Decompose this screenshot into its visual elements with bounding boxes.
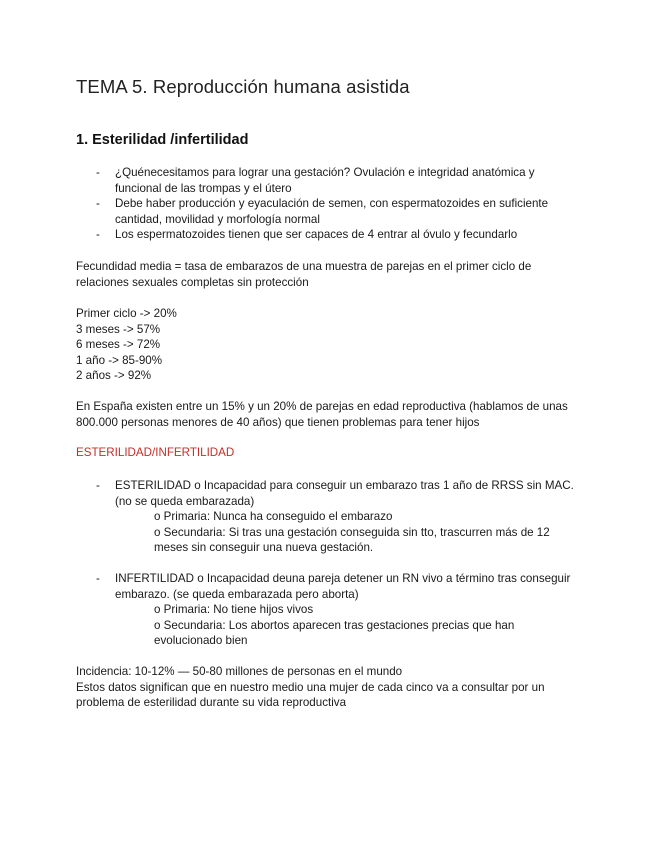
- incidencia-block: [76, 664, 579, 711]
- stat-line: 3 meses -> 57%: [76, 322, 161, 336]
- stats-block: [76, 306, 579, 384]
- list-item: - Debe haber producción y eyaculación de semen, con espermatozoides en suficiente cantidad, movilidad y morfología normal: [96, 197, 549, 226]
- section-heading: 1. Esterilidad /infertilidad: [76, 132, 249, 148]
- list-item: - ESTERILIDAD o Incapacidad para conseguir un embarazo tras 1 año de RRSS sin MAC. (no se queda embarazada): [96, 479, 574, 508]
- fecundidad-block: [76, 259, 579, 290]
- fecundidad-paragraph: Fecundidad media = tasa de embarazos de una muestra de parejas en el primer ciclo de relaciones sexuales completas sin protección: [76, 260, 532, 289]
- esterilidad-block: [76, 478, 579, 556]
- document-title: TEMA 5. Reproducción humana asistida: [76, 76, 410, 97]
- red-subheading: ESTERILIDAD/INFERTILIDAD: [76, 446, 235, 459]
- stat-line: 6 meses -> 72%: [76, 338, 161, 351]
- esterilidad-definition: ESTERILIDAD o Incapacidad para conseguir un embarazo tras 1 año de RRSS sin MAC. (no se queda embarazada): [115, 479, 574, 508]
- incidencia-line: Incidencia: 10-12% — 50-80 millones de personas en el mundo: [76, 665, 403, 678]
- red-heading-block: [76, 445, 579, 461]
- list-item: - ¿Quénecesitamos para lograr una gestación? Ovulación e integridad anatómica y funcional de las trompas y el útero: [96, 166, 535, 195]
- esterilidad-secundaria: o Secundaria: Si tras una gestación conseguida sin tto, trascurren más de 12 meses sin conseguir una nueva gestación.: [154, 525, 550, 554]
- infertilidad-primaria: o Primaria: No tiene hijos vivos: [154, 603, 314, 616]
- infertilidad-block: [76, 571, 579, 649]
- esterilidad-primaria: o Primaria: Nunca ha conseguido el embarazo: [154, 510, 393, 523]
- spain-paragraph: En España existen entre un 15% y un 20% de parejas en edad reproductiva (hablamos de unas 800.000 personas menores de 40 años) que tienen problemas para tener hijos: [76, 400, 568, 429]
- requirements-list-block: [76, 165, 579, 243]
- infertilidad-definition: INFERTILIDAD o Incapacidad deuna pareja detener un RN vivo a término tras conseguir embarazo. (se queda embarazada pero aborta): [115, 572, 571, 601]
- spain-block: [76, 399, 579, 430]
- stat-line: 2 años -> 92%: [76, 369, 152, 382]
- stat-line: Primer ciclo -> 20%: [76, 307, 177, 320]
- list-item: - Los espermatozoides tienen que ser capaces de 4 entrar al óvulo y fecundarlo: [96, 228, 518, 241]
- stat-line: 1 año -> 85-90%: [76, 353, 163, 367]
- list-item: - INFERTILIDAD o Incapacidad deuna pareja detener un RN vivo a término tras conseguir embarazo. (se queda embarazada pero aborta): [96, 572, 571, 601]
- requirements-list: [76, 165, 579, 243]
- infertilidad-secundaria: o Secundaria: Los abortos aparecen tras gestaciones precias que han evolucionado bien: [154, 618, 515, 647]
- conclusion-paragraph: Estos datos significan que en nuestro medio una mujer de cada cinco va a consultar por un problema de esterilidad durante su vida reproductiva: [76, 680, 545, 709]
